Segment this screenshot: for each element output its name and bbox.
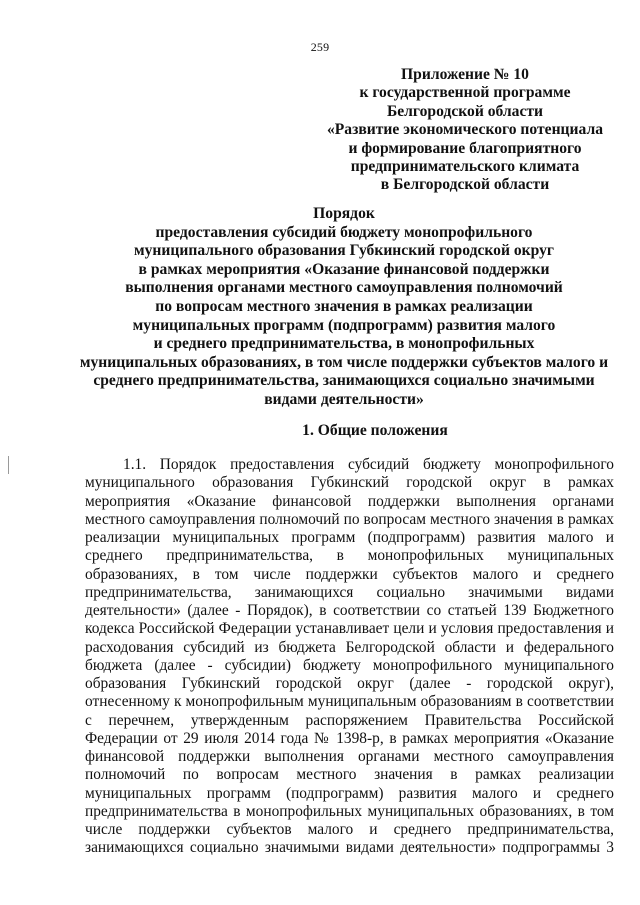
page-number: 259: [310, 40, 330, 54]
paragraph-line: бюджета (далее - субсидии) бюджету монопрофильного муниципального: [85, 656, 614, 674]
appendix-line: в Белгородской области: [380, 176, 550, 194]
paragraph-line: образования Губкинский городской округ (далее - городской округ),: [85, 675, 614, 692]
document-title-line: и среднего предпринимательства, в монопрофильных: [153, 335, 535, 353]
document-title-line: по вопросам местного значения в рамках реализации: [155, 297, 533, 315]
document-title-line: выполнения органами местного самоуправления полномочий: [125, 279, 563, 297]
paragraph-line: Федерации от 29 июля 2014 года № 1398-р, в рамках мероприятия «Оказание: [85, 729, 614, 747]
document-title-line: муниципальных программ (подпрограмм) развития малого: [132, 316, 556, 334]
paragraph-line: с перечнем, утвержденным распоряжением Правительства Российской: [85, 711, 614, 729]
appendix-line: «Развитие экономического потенциала: [326, 121, 604, 139]
paragraph-line: местного самоуправления полномочий по вопросам местного значения в рамках: [85, 510, 614, 528]
paragraph-line: образованиях, в том числе поддержки субъектов малого и среднего: [85, 565, 614, 583]
section-heading: 1. Общие положения: [302, 422, 448, 439]
paragraph-line: деятельности» (далее - Порядок), в соответствии со статьей 139 Бюджетного: [85, 602, 614, 619]
paragraph-line: реализации муниципальных программ (подпрограмм) развития малого и: [85, 529, 614, 546]
paragraph-line: расходования субсидий из бюджета Белгородской области и федерального: [85, 638, 614, 656]
document-title-line: предоставления субсидий бюджету монопрофильного: [155, 223, 533, 241]
paragraph-line: муниципальных программ (подпрограмм) развития малого и среднего: [85, 784, 614, 802]
document-title-line: среднего предпринимательства, занимающихся социально значимыми: [93, 372, 595, 390]
paragraph-line: занимающихся социально значимыми видами деятельности» подпрограммы 3: [85, 839, 614, 857]
paragraph-line: кодекса Российской Федерации устанавливает цели и условия предоставления и: [85, 620, 614, 638]
appendix-line: предпринимательского климата: [350, 158, 580, 176]
document-title: [70, 205, 618, 410]
paragraph-line: предпринимательства, занимающихся социально значимыми видами: [85, 583, 614, 601]
appendix-title: Приложение № 10: [401, 66, 529, 83]
paragraph-line: 1.1. Порядок предоставления субсидий бюджету монопрофильного: [123, 456, 614, 473]
document-title-line: муниципальных образованиях, в том числе поддержки субъектов малого и: [79, 353, 609, 371]
paragraph-line: мероприятия «Оказание финансовой поддержки выполнения органами: [85, 492, 614, 510]
appendix-line: к государственной программе: [359, 84, 571, 102]
appendix-header: [300, 66, 630, 195]
document-title-line: видами деятельности»: [264, 390, 424, 408]
appendix-line: и формирование благоприятного: [348, 139, 582, 157]
scan-artifact: [8, 456, 9, 474]
appendix-line: Белгородской области: [386, 102, 544, 120]
paragraph-line: отнесенному к монопрофильным муниципальным образованиям в соответствии: [85, 693, 614, 711]
paragraph-line: среднего предпринимательства, в монопрофильных муниципальных: [85, 547, 614, 565]
paragraph-line: муниципального образования Губкинский городской округ в рамках: [85, 474, 614, 492]
document-title-line: в рамках мероприятия «Оказание финансовой поддержки: [138, 260, 550, 278]
paragraph-line: финансовой поддержки выполнения органами местного самоуправления: [85, 748, 614, 765]
paragraph-line: полномочий по вопросам местного значения в рамках реализации: [85, 766, 614, 784]
document-title-heading: Порядок: [313, 205, 375, 222]
paragraph-line: предпринимательства в монопрофильных муниципальных образованиях, в том: [85, 802, 614, 820]
body-paragraph: [85, 456, 614, 858]
document-title-line: муниципального образования Губкинский городской округ: [134, 242, 554, 260]
paragraph-line: числе поддержки субъектов малого и среднего предпринимательства,: [85, 821, 614, 838]
